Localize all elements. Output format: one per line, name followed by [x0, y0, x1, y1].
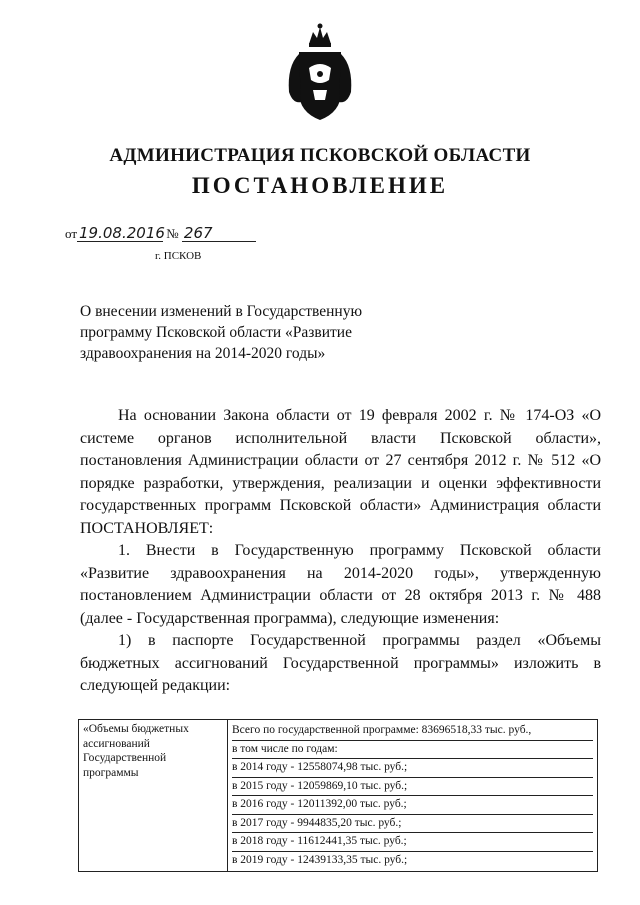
- budget-line: в 2017 году - 9944835,20 тыс. руб.;: [232, 815, 593, 834]
- budget-table-label: «Объемы бюджетных ассигнований Государственной программы: [79, 720, 228, 872]
- organization-title: АДМИНИСТРАЦИЯ ПСКОВСКОЙ ОБЛАСТИ: [109, 145, 531, 166]
- handwritten-date: 19.08.2016: [79, 224, 165, 242]
- document-type: ПОСТАНОВЛЕНИЕ: [191, 173, 449, 198]
- date-prefix: от: [65, 226, 78, 241]
- budget-line: в 2015 году - 12059869,10 тыс. руб.;: [232, 778, 593, 797]
- date-number-line: [65, 226, 256, 242]
- budget-table-values: [228, 720, 598, 872]
- handwritten-number: 267: [182, 226, 256, 242]
- budget-line: Всего по государственной программе: 83696518,33 тыс. руб.,: [232, 722, 593, 741]
- paragraph-item-1-1: 1) в паспорте Государственной программы раздел «Объемы бюджетных ассигнований Государственной программы» изложить в следующей редакции:: [80, 632, 601, 694]
- budget-line: в 2014 году - 12558074,98 тыс. руб.;: [232, 759, 593, 778]
- city-label: г. ПСКОВ: [155, 250, 202, 262]
- budget-line: в том числе по годам:: [232, 741, 593, 760]
- paragraph-basis: На основании Закона области от 19 февраля 2002 г. № 174-ОЗ «О системе органов исполнительной власти Псковской области», постановления Администрации области от 27 сентября 2012 г. № 512 «О порядке разработки, утверждения, реализации и оценки эффективности государственных программ Псковской области» Администрация области ПОСТАНОВЛЯЕТ:: [80, 407, 601, 537]
- document-subject: О внесении изменений в Государственную программу Псковской области «Развитие здравоохранения на 2014-2020 годы»: [80, 303, 363, 362]
- budget-line: в 2018 году - 11612441,35 тыс. руб.;: [232, 833, 593, 852]
- budget-table: [78, 719, 598, 872]
- paragraph-item-1: 1. Внести в Государственную программу Псковской области «Развитие здравоохранения на 2014-2020 годы», утвержденную постановлением Администрации области от 28 октября 2013 г. № 488 (далее - Государственная программа), следующие изменения:: [80, 542, 601, 627]
- budget-line: в 2019 году - 12439133,35 тыс. руб.;: [232, 853, 408, 866]
- number-prefix: №: [166, 226, 179, 241]
- budget-line: в 2016 году - 12011392,00 тыс. руб.;: [232, 796, 593, 815]
- pskov-coat-of-arms-icon: [283, 22, 357, 122]
- document-body: [80, 405, 601, 698]
